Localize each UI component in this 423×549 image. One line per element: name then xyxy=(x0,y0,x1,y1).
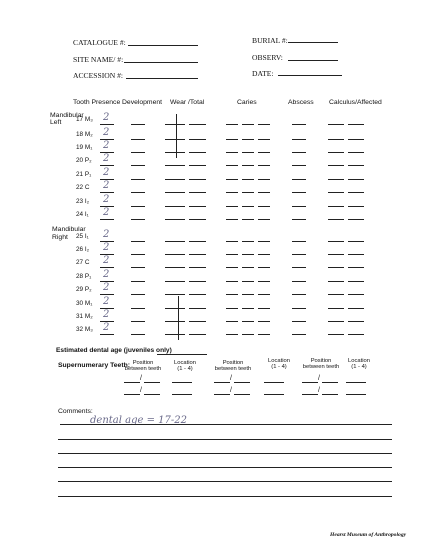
calculus-blank-2[interactable] xyxy=(348,241,364,242)
site-name-label: SITE NAME/ #: xyxy=(73,55,124,64)
wear-blank-2[interactable] xyxy=(189,165,206,166)
wear-blank-2[interactable] xyxy=(189,219,206,220)
development-blank[interactable] xyxy=(131,241,145,242)
caries-blank-3[interactable] xyxy=(258,152,270,153)
caries-blank-1[interactable] xyxy=(226,334,238,335)
development-blank[interactable] xyxy=(131,152,145,153)
abscess-blank[interactable] xyxy=(292,294,306,295)
super-location-blank[interactable] xyxy=(346,394,366,395)
tooth-presence-value: 2 xyxy=(103,140,110,151)
calculus-blank-2[interactable] xyxy=(348,254,364,255)
calculus-blank-1[interactable] xyxy=(328,294,344,295)
super-location-blank[interactable] xyxy=(172,394,192,395)
caries-blank-2[interactable] xyxy=(242,124,254,125)
tooth-label: 25 I₁ xyxy=(76,233,89,240)
wear-blank-1[interactable] xyxy=(165,281,185,282)
calculus-blank-2[interactable] xyxy=(348,139,364,140)
wear-blank-2[interactable] xyxy=(189,267,206,268)
calculus-blank-2[interactable] xyxy=(348,294,364,295)
date-field[interactable] xyxy=(278,75,342,76)
observer-field[interactable] xyxy=(288,60,338,61)
comments-label: Comments: xyxy=(58,408,93,415)
tooth-presence-value: 2 xyxy=(103,255,110,266)
caries-blank-3[interactable] xyxy=(258,308,270,309)
caries-blank-1[interactable] xyxy=(226,308,238,309)
col-abscess: Abscess xyxy=(288,99,314,106)
development-blank[interactable] xyxy=(131,321,145,322)
caries-blank-2[interactable] xyxy=(242,241,254,242)
tooth-presence-value: 2 xyxy=(103,207,110,218)
catalogue-label: CATALOGUE #: xyxy=(73,38,126,47)
development-blank[interactable] xyxy=(131,281,145,282)
abscess-blank[interactable] xyxy=(292,334,306,335)
super-position-slash: / xyxy=(230,375,232,382)
calculus-blank-2[interactable] xyxy=(348,179,364,180)
wear-blank-2[interactable] xyxy=(189,192,206,193)
caries-blank-3[interactable] xyxy=(258,321,270,322)
caries-blank-2[interactable] xyxy=(242,267,254,268)
caries-blank-3[interactable] xyxy=(258,139,270,140)
wear-blank-2[interactable] xyxy=(189,139,206,140)
caries-blank-2[interactable] xyxy=(242,152,254,153)
tooth-label: 27 C xyxy=(76,259,90,266)
development-blank[interactable] xyxy=(131,308,145,309)
super-position-slash: / xyxy=(318,387,320,394)
super1-location-label: Location (1 - 4) xyxy=(174,360,196,372)
abscess-blank[interactable] xyxy=(292,152,306,153)
caries-blank-2[interactable] xyxy=(242,281,254,282)
catalogue-field[interactable] xyxy=(128,45,198,46)
comments-handwritten: dental age = 17-22 xyxy=(90,415,187,426)
col-tooth-presence: Tooth Presence xyxy=(73,99,121,106)
calculus-blank-1[interactable] xyxy=(328,124,344,125)
super3-position-label: Position between teeth xyxy=(302,358,340,370)
abscess-blank[interactable] xyxy=(292,165,306,166)
calculus-blank-2[interactable] xyxy=(348,192,364,193)
tooth-presence-value: 2 xyxy=(103,269,110,280)
caries-blank-3[interactable] xyxy=(258,179,270,180)
super-location-blank[interactable] xyxy=(264,382,284,383)
tooth-label: 17 M₃ xyxy=(76,116,93,123)
caries-blank-1[interactable] xyxy=(226,254,238,255)
wear-blank-2[interactable] xyxy=(189,334,206,335)
calculus-blank-1[interactable] xyxy=(328,321,344,322)
calculus-blank-2[interactable] xyxy=(348,219,364,220)
supernumerary-label: Supernumerary Teeth: xyxy=(58,362,131,369)
tooth-presence-value: 2 xyxy=(103,296,110,307)
super-position-blank-a[interactable] xyxy=(124,394,140,395)
super2-position-label: Position between teeth xyxy=(214,360,252,372)
caries-blank-3[interactable] xyxy=(258,219,270,220)
tooth-presence-value: 2 xyxy=(103,322,110,333)
wear-blank-1[interactable] xyxy=(165,321,185,322)
calculus-blank-2[interactable] xyxy=(348,165,364,166)
presence-blank[interactable] xyxy=(100,124,114,125)
super-location-blank[interactable] xyxy=(264,394,284,395)
caries-blank-1[interactable] xyxy=(226,124,238,125)
wear-blank-2[interactable] xyxy=(189,254,206,255)
tooth-label: 21 P₁ xyxy=(76,171,92,178)
calculus-blank-1[interactable] xyxy=(328,165,344,166)
caries-blank-2[interactable] xyxy=(242,219,254,220)
dental-age-field[interactable] xyxy=(157,354,207,355)
caries-blank-3[interactable] xyxy=(258,267,270,268)
tooth-label: 20 P₂ xyxy=(76,157,92,164)
calculus-blank-1[interactable] xyxy=(328,179,344,180)
super-position-blank-a[interactable] xyxy=(214,394,230,395)
super-position-blank-a[interactable] xyxy=(302,382,318,383)
calculus-blank-1[interactable] xyxy=(328,267,344,268)
abscess-blank[interactable] xyxy=(292,308,306,309)
caries-blank-2[interactable] xyxy=(242,206,254,207)
super-position-slash: / xyxy=(318,375,320,382)
caries-blank-3[interactable] xyxy=(258,254,270,255)
wear-blank-1[interactable] xyxy=(165,241,185,242)
group-right: Right xyxy=(52,234,68,241)
group-mandibular-right: Mandibular xyxy=(52,226,86,233)
wear-blank-1[interactable] xyxy=(165,294,185,295)
abscess-blank[interactable] xyxy=(292,124,306,125)
site-name-field[interactable] xyxy=(124,62,198,63)
calculus-blank-1[interactable] xyxy=(328,219,344,220)
caries-blank-1[interactable] xyxy=(226,219,238,220)
presence-blank[interactable] xyxy=(100,219,114,220)
calculus-blank-1[interactable] xyxy=(328,139,344,140)
wear-blank-1[interactable] xyxy=(165,179,185,180)
calculus-blank-1[interactable] xyxy=(328,206,344,207)
abscess-blank[interactable] xyxy=(292,219,306,220)
col-wear: Wear /Total xyxy=(170,99,205,106)
wear-blank-1[interactable] xyxy=(165,165,185,166)
super3-location-label: Location (1 - 4) xyxy=(348,358,370,370)
col-development: Development xyxy=(122,99,163,106)
tooth-presence-value: 2 xyxy=(103,180,110,191)
caries-blank-2[interactable] xyxy=(242,334,254,335)
development-blank[interactable] xyxy=(131,165,145,166)
caries-blank-1[interactable] xyxy=(226,321,238,322)
calculus-blank-2[interactable] xyxy=(348,281,364,282)
super1-position-label: Position between teeth xyxy=(124,360,162,372)
group-left: Left xyxy=(50,119,62,126)
development-blank[interactable] xyxy=(131,206,145,207)
calculus-blank-2[interactable] xyxy=(348,206,364,207)
tooth-label: 29 P₂ xyxy=(76,286,92,293)
development-blank[interactable] xyxy=(131,179,145,180)
caries-blank-1[interactable] xyxy=(226,192,238,193)
wear-blank-1[interactable] xyxy=(165,152,185,153)
caries-blank-1[interactable] xyxy=(226,206,238,207)
calculus-blank-2[interactable] xyxy=(348,152,364,153)
tooth-label: 18 M₂ xyxy=(76,131,93,138)
super-position-blank-a[interactable] xyxy=(302,394,318,395)
caries-blank-2[interactable] xyxy=(242,139,254,140)
wear-blank-2[interactable] xyxy=(189,179,206,180)
presence-blank[interactable] xyxy=(100,294,114,295)
tooth-presence-value: 2 xyxy=(103,309,110,320)
presence-blank[interactable] xyxy=(100,165,114,166)
wear-blank-2[interactable] xyxy=(189,152,206,153)
caries-blank-1[interactable] xyxy=(226,241,238,242)
wear-blank-2[interactable] xyxy=(189,294,206,295)
wear-blank-1[interactable] xyxy=(165,206,185,207)
caries-blank-1[interactable] xyxy=(226,139,238,140)
wear-blank-1[interactable] xyxy=(165,139,185,140)
abscess-blank[interactable] xyxy=(292,179,306,180)
caries-blank-2[interactable] xyxy=(242,308,254,309)
caries-blank-1[interactable] xyxy=(226,165,238,166)
caries-blank-3[interactable] xyxy=(258,124,270,125)
super-position-blank-b[interactable] xyxy=(234,382,250,383)
calculus-blank-2[interactable] xyxy=(348,124,364,125)
super-position-blank-b[interactable] xyxy=(144,394,160,395)
wear-blank-1[interactable] xyxy=(165,334,185,335)
accession-field[interactable] xyxy=(126,78,198,79)
wear-blank-2[interactable] xyxy=(189,241,206,242)
tooth-label: 19 M₁ xyxy=(76,144,93,151)
development-blank[interactable] xyxy=(131,267,145,268)
super-position-blank-b[interactable] xyxy=(322,394,338,395)
date-label: DATE: xyxy=(252,69,274,78)
caries-blank-2[interactable] xyxy=(242,165,254,166)
tooth-label: 22 C xyxy=(76,184,90,191)
caries-blank-1[interactable] xyxy=(226,179,238,180)
caries-blank-1[interactable] xyxy=(226,281,238,282)
caries-blank-1[interactable] xyxy=(226,294,238,295)
wear-blank-2[interactable] xyxy=(189,124,206,125)
burial-field[interactable] xyxy=(288,42,338,43)
tooth-presence-value: 2 xyxy=(103,229,110,240)
wear-blank-2[interactable] xyxy=(189,321,206,322)
wear-blank-1[interactable] xyxy=(165,219,185,220)
super-position-slash: / xyxy=(140,375,142,382)
wear-blank-2[interactable] xyxy=(189,308,206,309)
calculus-blank-1[interactable] xyxy=(328,241,344,242)
caries-blank-3[interactable] xyxy=(258,165,270,166)
presence-blank[interactable] xyxy=(100,267,114,268)
development-blank[interactable] xyxy=(131,124,145,125)
presence-blank[interactable] xyxy=(100,192,114,193)
development-blank[interactable] xyxy=(131,334,145,335)
calculus-blank-1[interactable] xyxy=(328,152,344,153)
caries-blank-3[interactable] xyxy=(258,294,270,295)
calculus-blank-1[interactable] xyxy=(328,192,344,193)
tooth-presence-value: 2 xyxy=(103,153,110,164)
caries-blank-2[interactable] xyxy=(242,321,254,322)
wear-blank-1[interactable] xyxy=(165,192,185,193)
caries-blank-3[interactable] xyxy=(258,334,270,335)
group-mandibular-left: Mandibular xyxy=(50,112,84,119)
calculus-blank-2[interactable] xyxy=(348,321,364,322)
calculus-blank-1[interactable] xyxy=(328,254,344,255)
super-location-blank[interactable] xyxy=(346,382,366,383)
wear-blank-1[interactable] xyxy=(165,254,185,255)
comment-line[interactable] xyxy=(60,424,392,425)
caries-blank-3[interactable] xyxy=(258,281,270,282)
tooth-label: 26 I₂ xyxy=(76,246,90,253)
dental-age-label: Estimated dental age (juveniles only) xyxy=(56,347,172,354)
calculus-blank-2[interactable] xyxy=(348,308,364,309)
tooth-label: 32 M₃ xyxy=(76,326,93,333)
caries-blank-2[interactable] xyxy=(242,179,254,180)
wear-divider-lower xyxy=(178,296,179,340)
comment-line[interactable] xyxy=(58,453,392,454)
abscess-blank[interactable] xyxy=(292,267,306,268)
abscess-blank[interactable] xyxy=(292,321,306,322)
tooth-label: 31 M₂ xyxy=(76,313,93,320)
wear-divider-upper xyxy=(176,114,177,158)
comment-line[interactable] xyxy=(58,439,392,440)
presence-blank[interactable] xyxy=(100,334,114,335)
wear-blank-1[interactable] xyxy=(165,267,185,268)
caries-blank-3[interactable] xyxy=(258,241,270,242)
super-position-blank-a[interactable] xyxy=(214,382,230,383)
tooth-presence-value: 2 xyxy=(103,167,110,178)
caries-blank-3[interactable] xyxy=(258,206,270,207)
development-blank[interactable] xyxy=(131,219,145,220)
tooth-label: 30 M₁ xyxy=(76,300,93,307)
comment-line[interactable] xyxy=(58,467,392,468)
tooth-presence-value: 2 xyxy=(103,127,110,138)
caries-blank-3[interactable] xyxy=(258,192,270,193)
abscess-blank[interactable] xyxy=(292,139,306,140)
calculus-blank-2[interactable] xyxy=(348,334,364,335)
super-position-blank-b[interactable] xyxy=(144,382,160,383)
super-position-blank-b[interactable] xyxy=(322,382,338,383)
super-position-slash: / xyxy=(140,387,142,394)
comment-line[interactable] xyxy=(58,496,392,497)
calculus-blank-1[interactable] xyxy=(328,334,344,335)
calculus-blank-1[interactable] xyxy=(328,308,344,309)
accession-label: ACCESSION #: xyxy=(73,71,124,80)
wear-blank-1[interactable] xyxy=(165,308,185,309)
tooth-presence-value: 2 xyxy=(103,242,110,253)
calculus-blank-1[interactable] xyxy=(328,281,344,282)
development-blank[interactable] xyxy=(131,139,145,140)
wear-blank-2[interactable] xyxy=(189,206,206,207)
caries-blank-2[interactable] xyxy=(242,192,254,193)
development-blank[interactable] xyxy=(131,192,145,193)
abscess-blank[interactable] xyxy=(292,281,306,282)
super-position-blank-a[interactable] xyxy=(124,382,140,383)
tooth-presence-value: 2 xyxy=(103,282,110,293)
caries-blank-2[interactable] xyxy=(242,254,254,255)
caries-blank-1[interactable] xyxy=(226,267,238,268)
super2-location-label: Location (1 - 4) xyxy=(268,358,290,370)
abscess-blank[interactable] xyxy=(292,241,306,242)
col-calculus: Calculus/Affected xyxy=(329,99,382,106)
caries-blank-2[interactable] xyxy=(242,294,254,295)
calculus-blank-2[interactable] xyxy=(348,267,364,268)
caries-blank-1[interactable] xyxy=(226,152,238,153)
abscess-blank[interactable] xyxy=(292,254,306,255)
tooth-presence-value: 2 xyxy=(103,194,110,205)
wear-blank-2[interactable] xyxy=(189,281,206,282)
footer-institution: Hearst Museum of Anthropology xyxy=(330,532,407,538)
col-caries: Caries xyxy=(237,99,257,106)
comment-line[interactable] xyxy=(58,481,392,482)
tooth-label: 24 I₁ xyxy=(76,211,89,218)
tooth-presence-value: 2 xyxy=(103,112,110,123)
abscess-blank[interactable] xyxy=(292,206,306,207)
super-position-blank-b[interactable] xyxy=(234,394,250,395)
burial-label: BURIAL #: xyxy=(252,36,288,45)
development-blank[interactable] xyxy=(131,294,145,295)
tooth-label: 28 P₁ xyxy=(76,273,92,280)
super-position-slash: / xyxy=(230,387,232,394)
wear-blank-1[interactable] xyxy=(165,124,185,125)
super-location-blank[interactable] xyxy=(172,382,192,383)
abscess-blank[interactable] xyxy=(292,192,306,193)
development-blank[interactable] xyxy=(131,254,145,255)
observer-label: OBSERV: xyxy=(252,53,283,62)
tooth-label: 23 I₂ xyxy=(76,198,90,205)
